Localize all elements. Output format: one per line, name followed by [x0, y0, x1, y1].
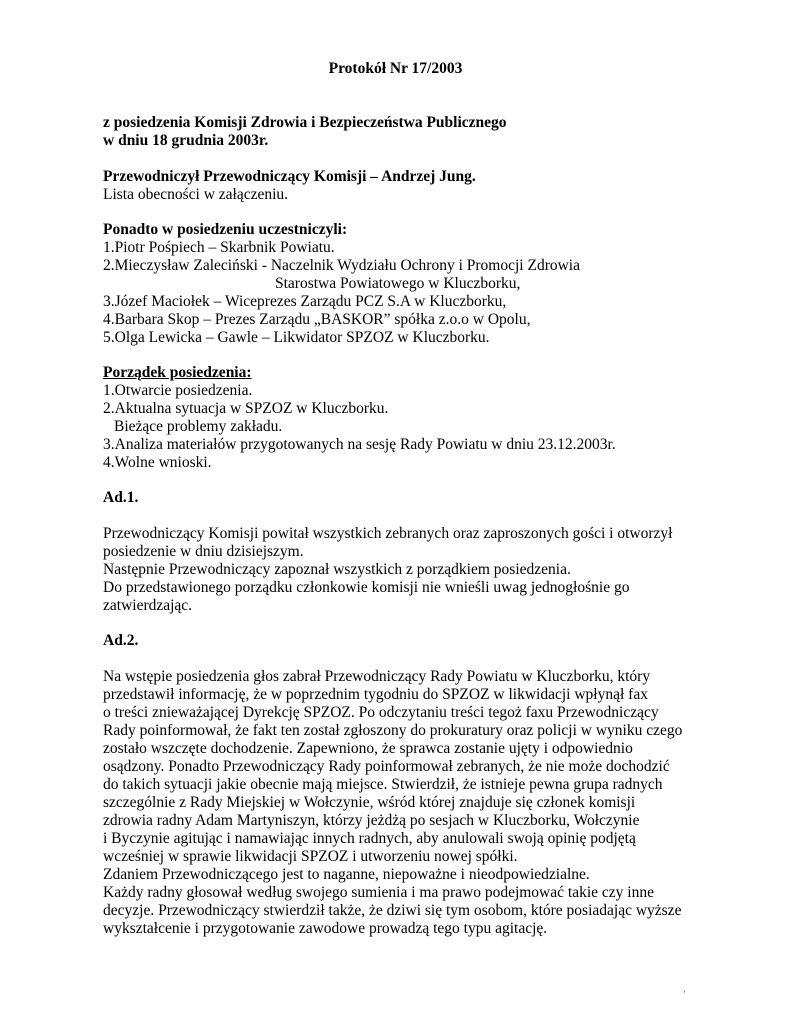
paragraph-line: szczególnie z Rady Miejskiej w Wołczynie, wśród której znajduje się członek komisji — [103, 794, 636, 811]
section-heading-ad1: Ad.1. — [103, 489, 139, 506]
paragraph-line: wcześniej w sprawie likwidacji SPZOZ i utworzeniu nowej spółki. — [103, 848, 518, 865]
paragraph-line: zatwierdzając. — [103, 597, 193, 614]
paragraph-line: o treści znieważającej Dyrekcję SPZOZ. Po odczytaniu treści tegoż faxu Przewodniczący — [103, 704, 659, 721]
agenda-heading: Porządek posiedzenia: — [103, 364, 252, 381]
paragraph-line: Na wstępie posiedzenia głos zabrał Przewodniczący Rady Powiatu w Kluczborku, który — [103, 668, 651, 685]
section-heading-ad2: Ad.2. — [103, 632, 139, 649]
attendance-line: Lista obecności w załączeniu. — [103, 186, 289, 203]
agenda-item-continuation: Bieżące problemy zakładu. — [114, 418, 283, 435]
paragraph-line: Każdy radny głosował według swojego sumienia i ma prawo podejmować takie czy inne — [103, 884, 654, 901]
paragraph-line: do takich sytuacji jakie obecnie mają miejsce. Stwierdził, że istnieje pewna grupa radnych — [103, 776, 663, 793]
participant-item: 5.Olga Lewicka – Gawle – Likwidator SPZOZ w Kluczborku. — [103, 329, 490, 346]
agenda-item: 2.Aktualna sytuacja w SPZOZ w Kluczborku. — [103, 400, 389, 417]
paragraph-line: posiedzenie w dniu dzisiejszym. — [103, 543, 304, 560]
paragraph-line: Rady poinformował, że fakt ten został zgłoszony do prokuratury oraz policji w wyniku czego — [103, 722, 683, 739]
page-corner-mark: ˈ — [683, 990, 687, 1001]
paragraph-line: wykształcenie i przygotowanie zawodowe prowadzą tego typu agitację. — [103, 920, 548, 937]
participant-item: 4.Barbara Skop – Prezes Zarządu „BASKOR” spółka z.o.o w Opolu, — [103, 311, 531, 328]
paragraph-line: zdrowia radny Adam Martyniszyn, którzy jeżdżą po sesjach w Kluczborku, Wołczynie — [103, 812, 640, 829]
agenda-item: 1.Otwarcie posiedzenia. — [103, 382, 253, 399]
chairperson-line: Przewodniczył Przewodniczący Komisji – Andrzej Jung. — [103, 168, 476, 185]
document-title: Protokół Nr 17/2003 — [328, 60, 463, 77]
agenda-item: 3.Analiza materiałów przygotowanych na sesję Rady Powiatu w dniu 23.12.2003r. — [103, 436, 616, 453]
participant-item-continuation: Starostwa Powiatowego w Kluczborku, — [275, 275, 521, 292]
participants-heading: Ponadto w posiedzeniu uczestniczyli: — [103, 221, 348, 238]
subtitle-line: w dniu 18 grudnia 2003r. — [103, 132, 269, 149]
paragraph-line: osądzony. Ponadto Przewodniczący Rady poinformował zebranych, że nie może dochodzić — [103, 758, 670, 775]
paragraph-line: Do przedstawionego porządku członkowie komisji nie wnieśli uwag jednogłośnie go — [103, 579, 630, 596]
paragraph-line: Następnie Przewodniczący zapoznał wszystkich z porządkiem posiedzenia. — [103, 561, 571, 578]
paragraph-line: Zdaniem Przewodniczącego jest to naganne, niepoważne i nieodpowiedzialne. — [103, 866, 590, 883]
participant-item: 1.Piotr Pośpiech – Skarbnik Powiatu. — [103, 239, 335, 256]
paragraph-line: i Byczynie agitując i namawiając innych radnych, aby anulowali swoją opinię podjętą — [103, 830, 636, 847]
paragraph-line: zostało wszczęte dochodzenie. Zapewniono, że sprawca zostanie ujęty i odpowiednio — [103, 740, 633, 757]
agenda-item: 4.Wolne wnioski. — [103, 454, 212, 471]
subtitle-line: z posiedzenia Komisji Zdrowia i Bezpieczeństwa Publicznego — [103, 114, 507, 131]
paragraph-line: decyzje. Przewodniczący stwierdził także, że dziwi się tym osobom, które posiadając wyższe — [103, 902, 682, 919]
paragraph-line: przedstawił informację, że w poprzednim tygodniu do SPZOZ w likwidacji wpłynął fax — [103, 686, 648, 703]
participant-item: 3.Józef Maciołek – Wiceprezes Zarządu PCZ S.A w Kluczborku, — [103, 293, 507, 310]
paragraph-line: Przewodniczący Komisji powitał wszystkich zebranych oraz zaproszonych gości i otworzył — [103, 525, 673, 542]
participant-item: 2.Mieczysław Zaleciński - Naczelnik Wydziału Ochrony i Promocji Zdrowia — [103, 257, 580, 274]
